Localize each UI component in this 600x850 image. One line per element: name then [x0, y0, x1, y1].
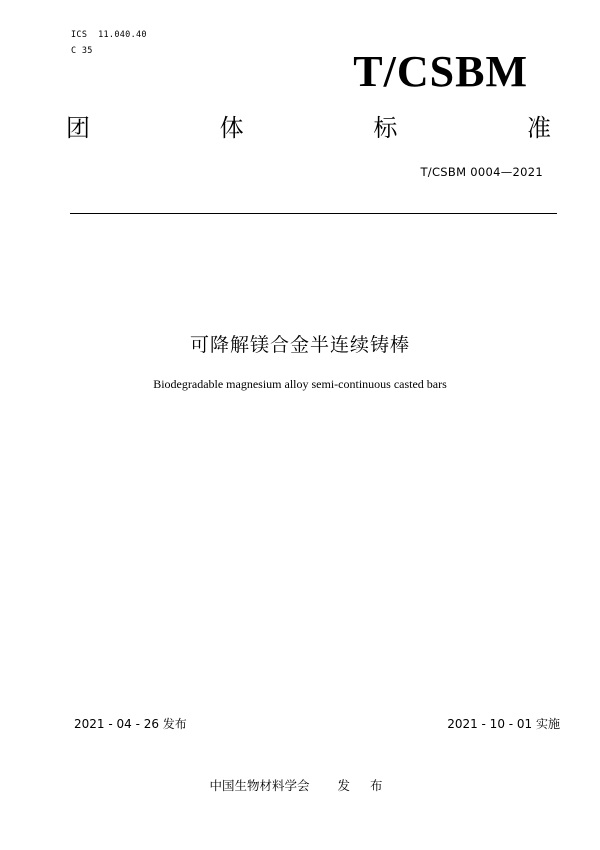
ccs-code: C 35: [71, 46, 93, 56]
organization-code: T/CSBM: [353, 47, 528, 96]
ics-code: ICS 11.040.40: [71, 30, 147, 40]
publisher-name: 中国生物材料学会: [209, 778, 310, 793]
standard-type-char: 准: [526, 114, 551, 142]
implementation-date: 2021 - 10 - 01 实施: [447, 717, 560, 731]
standard-type-heading: [66, 116, 551, 140]
standard-number: T/CSBM 0004—2021: [420, 165, 543, 179]
publisher-line: [0, 776, 600, 794]
standard-type-char: 体: [219, 114, 244, 142]
document-title-english: Biodegradable magnesium alloy semi-continuous casted bars: [153, 377, 447, 391]
document-title-chinese: 可降解镁合金半连续铸棒: [189, 334, 410, 356]
standard-type-char: 团: [66, 114, 90, 142]
issue-date: 2021 - 04 - 26 发布: [74, 717, 187, 731]
header-divider: [70, 213, 557, 214]
publish-action: 发 布: [337, 778, 391, 793]
standard-type-char: 标: [373, 114, 398, 142]
